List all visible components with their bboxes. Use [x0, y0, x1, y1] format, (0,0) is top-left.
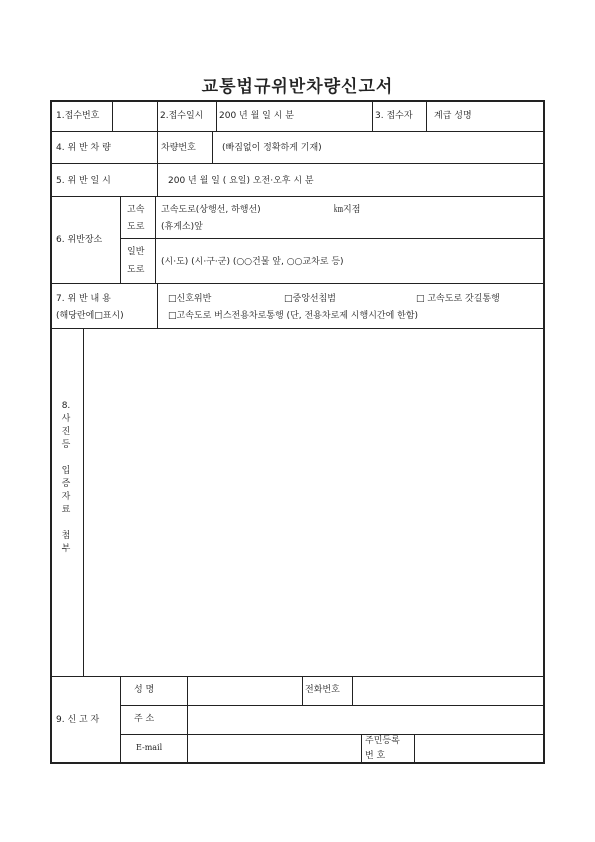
general-road-address-text: (시·도) (시·구·군) (○○건물 앞, ○○교차로 등): [161, 257, 344, 267]
evidence-label-char: 자: [61, 492, 71, 502]
violation-type-instruction: (해당란에□표시): [56, 311, 124, 321]
evidence-label-gap: [56, 517, 76, 530]
evidence-label-char: 진: [61, 427, 71, 437]
evidence-label-char: 입: [61, 466, 71, 476]
plate-number-hint: (빠짐없이 정확하게 기재): [222, 143, 322, 153]
receipt-number-label: 1.접수번호: [56, 111, 100, 121]
cell-divider: [155, 196, 156, 283]
evidence-label-char: 료: [61, 505, 71, 515]
resident-number-label-bottom: 번 호: [365, 751, 386, 761]
form-border-bottom: [50, 762, 545, 764]
evidence-attachment-area[interactable]: [84, 329, 543, 676]
cell-divider: [426, 100, 427, 131]
evidence-label-char: 8.: [61, 401, 71, 411]
evidence-label-char: 부: [61, 544, 71, 554]
evidence-label-char: 사: [61, 414, 71, 424]
receipt-date-label: 2.접수일시: [160, 111, 204, 121]
evidence-label: [56, 400, 76, 556]
cell-divider: [120, 676, 121, 762]
reporter-label: 9. 신 고 자: [56, 715, 100, 725]
resident-number-label-top: 주민등록: [365, 736, 400, 746]
reporter-name-field[interactable]: [188, 677, 302, 705]
evidence-label-char: 등: [61, 440, 71, 450]
receiver-rank-name: 계급 성명: [434, 111, 472, 121]
form-border-right: [543, 100, 545, 764]
cell-divider: [157, 131, 158, 196]
reporter-email-field[interactable]: [188, 735, 361, 762]
reporter-phone-field[interactable]: [353, 677, 543, 705]
reporter-address-label: 주 소: [134, 714, 155, 724]
cell-divider: [157, 283, 158, 328]
reporter-phone-label: 전화번호: [305, 685, 340, 695]
violation-type-label: 7. 위 반 내 용: [56, 294, 111, 304]
cell-divider: [157, 100, 158, 131]
resident-number-field[interactable]: [415, 735, 543, 762]
option-signal-violation[interactable]: □신호위반: [168, 294, 212, 304]
violation-datetime-label: 5. 위 반 일 시: [56, 176, 111, 186]
evidence-label-gap: [56, 452, 76, 465]
row-divider: [120, 238, 545, 239]
cell-divider: [302, 676, 303, 705]
row-divider: [50, 163, 545, 164]
general-road-label-top: 일반: [127, 247, 145, 257]
violation-location-label: 6. 위반장소: [56, 235, 103, 245]
highway-km-point-text: ㎞지점: [334, 205, 361, 215]
option-bus-lane-violation[interactable]: □고속도로 버스전용차로통행 (단, 전용차로제 시행시간에 한함): [168, 311, 419, 321]
option-shoulder-driving[interactable]: □ 고속도로 갓길통행: [416, 294, 500, 304]
cell-divider: [120, 196, 121, 283]
evidence-label-char: 첨: [61, 531, 71, 541]
option-centerline-violation[interactable]: □중앙선침범: [284, 294, 336, 304]
cell-divider: [361, 734, 362, 762]
cell-divider: [112, 100, 113, 131]
cell-divider: [212, 131, 213, 163]
plate-number-label: 차량번호: [161, 143, 196, 153]
highway-label-top: 고속: [127, 205, 145, 215]
form-border-left: [50, 100, 52, 764]
form-border-top: [50, 100, 545, 102]
row-divider: [50, 131, 545, 132]
highway-label-bottom: 도로: [127, 222, 145, 232]
cell-divider: [216, 100, 217, 131]
receiver-label: 3. 접수자: [375, 111, 413, 121]
evidence-label-char: 증: [61, 479, 71, 489]
reporter-email-label: E-mail: [136, 743, 163, 752]
report-form: [50, 100, 545, 764]
general-road-label-bottom: 도로: [127, 265, 145, 275]
cell-divider: [372, 100, 373, 131]
row-divider: [50, 196, 545, 197]
row-divider: [50, 283, 545, 284]
highway-direction-text: 고속도로(상행선, 하행선): [161, 205, 261, 215]
reporter-address-field[interactable]: [188, 706, 543, 734]
reporter-name-label: 성 명: [134, 685, 155, 695]
highway-rest-area-text: (휴게소)앞: [161, 222, 203, 232]
violation-datetime-value: 200 년 월 일 ( 요일) 오전·오후 시 분: [168, 176, 314, 186]
form-title: 교통법규위반차량신고서: [201, 77, 394, 97]
vehicle-label: 4. 위 반 차 량: [56, 143, 111, 153]
receipt-date-value: 200 년 월 일 시 분: [219, 111, 294, 121]
